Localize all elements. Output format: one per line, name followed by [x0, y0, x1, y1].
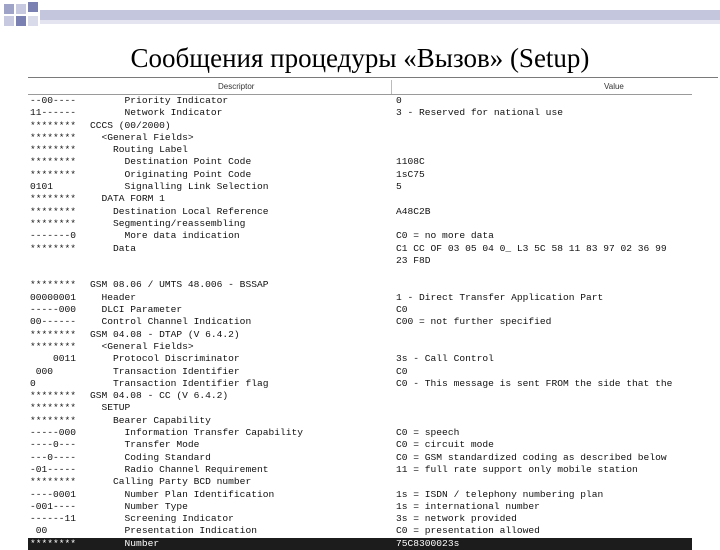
- bit-mask: ********: [30, 390, 77, 402]
- bit-mask: 0101: [30, 181, 54, 193]
- field-value: C0 = circuit mode: [396, 439, 494, 451]
- trace-row: [28, 476, 692, 488]
- field-value: 0: [396, 95, 402, 106]
- field-descriptor: Transfer Mode: [90, 439, 200, 451]
- bit-mask: ---0----: [30, 451, 77, 463]
- field-value: 1s = ISDN / telephony numbering plan: [396, 488, 604, 500]
- bit-mask: ********: [30, 193, 77, 205]
- field-descriptor: SETUP: [90, 402, 131, 414]
- field-descriptor: Network Indicator: [90, 107, 223, 119]
- field-descriptor: Calling Party BCD number: [90, 476, 252, 488]
- field-value: C00 = not further specified: [396, 316, 552, 328]
- bit-mask: 0011: [30, 353, 77, 365]
- bit-mask: -------0: [30, 230, 77, 242]
- trace-row: [28, 525, 692, 537]
- field-descriptor: GSM 04.08 - CC (V 6.4.2): [90, 390, 229, 402]
- trace-row: [28, 538, 692, 550]
- field-value: 3s = network provided: [396, 513, 517, 525]
- bit-mask: ********: [30, 217, 77, 229]
- trace-row: [28, 181, 692, 193]
- field-value: C0 - This message is sent FROM the side that the: [396, 377, 673, 389]
- bit-mask: 00000001: [30, 291, 77, 303]
- field-descriptor: Control Channel Indication: [90, 316, 252, 328]
- field-value: C0 = GSM standardized coding as described below: [396, 451, 667, 463]
- trace-row: [28, 366, 692, 378]
- trace-row: [28, 390, 692, 402]
- trace-row: [28, 206, 692, 218]
- field-descriptor: Originating Point Code: [90, 168, 252, 180]
- title-underline: [28, 77, 718, 78]
- trace-row: [28, 452, 692, 464]
- trace-row: [28, 169, 692, 181]
- bit-mask: ********: [30, 242, 77, 254]
- field-value: 3 - Reserved for national use: [396, 107, 563, 119]
- field-descriptor: Radio Channel Requirement: [90, 463, 269, 475]
- field-descriptor: DLCI Parameter: [90, 304, 183, 316]
- trace-row: [28, 193, 692, 205]
- trace-row: [28, 292, 692, 304]
- trace-row: [28, 230, 692, 242]
- protocol-trace-panel: [28, 80, 692, 549]
- trace-row: [28, 341, 692, 353]
- field-value: C0 = no more data: [396, 230, 494, 242]
- trace-row: [28, 267, 692, 279]
- bit-mask: 00------: [30, 316, 77, 328]
- bit-mask: ********: [30, 340, 77, 352]
- field-value: 1 - Direct Transfer Application Part: [396, 291, 604, 303]
- trace-row: [28, 218, 692, 230]
- field-descriptor: Transaction Identifier flag: [90, 377, 269, 389]
- field-descriptor: Number: [90, 537, 160, 549]
- trace-row: [28, 279, 692, 291]
- bit-mask: ********: [30, 414, 77, 426]
- field-value: 1s = international number: [396, 500, 540, 512]
- trace-header: [28, 80, 692, 95]
- trace-row: [28, 427, 692, 439]
- trace-row: [28, 513, 692, 525]
- bit-mask: -001----: [30, 500, 77, 512]
- field-value: 1108C: [396, 156, 425, 168]
- field-descriptor: Screening Indicator: [90, 513, 234, 525]
- bit-mask: ********: [30, 168, 77, 180]
- field-value: C0: [396, 365, 408, 377]
- bit-mask: ----0---: [30, 439, 77, 451]
- field-descriptor: Destination Point Code: [90, 156, 252, 168]
- trace-row: [28, 120, 692, 132]
- trace-row: [28, 415, 692, 427]
- field-descriptor: Coding Standard: [90, 451, 211, 463]
- field-value: C0: [396, 304, 408, 316]
- field-descriptor: Segmenting/reassembling: [90, 217, 246, 229]
- bit-mask: ********: [30, 131, 77, 143]
- bit-mask: ********: [30, 537, 77, 549]
- field-value: 1sC75: [396, 168, 425, 180]
- bit-mask: ********: [30, 328, 77, 340]
- field-descriptor: GSM 08.06 / UMTS 48.006 - BSSAP: [90, 279, 269, 291]
- field-descriptor: Routing Label: [90, 144, 188, 156]
- bit-mask: ********: [30, 476, 77, 488]
- bit-mask: 000: [30, 365, 54, 377]
- trace-row: [28, 489, 692, 501]
- column-divider: [391, 80, 392, 94]
- trace-row: [28, 464, 692, 476]
- trace-row: [28, 107, 692, 119]
- bit-mask: ********: [30, 144, 77, 156]
- field-value: 5: [396, 181, 402, 193]
- field-descriptor: GSM 04.08 - DTAP (V 6.4.2): [90, 328, 240, 340]
- trace-row: [28, 501, 692, 513]
- field-descriptor: Presentation Indication: [90, 525, 257, 537]
- trace-row: [28, 378, 692, 390]
- field-value: C1 CC OF 03 05 04 0_ L3 5C 58 11 83 97 02 36 99: [396, 242, 667, 254]
- trace-row: [28, 439, 692, 451]
- field-value: C0 = speech: [396, 427, 460, 439]
- trace-row: [28, 316, 692, 328]
- field-descriptor: Number Type: [90, 500, 188, 512]
- trace-row: [28, 329, 692, 341]
- trace-row: [28, 243, 692, 255]
- slide-title: Сообщения процедуры «Вызов» (Setup): [130, 43, 590, 73]
- bit-mask: 0: [30, 377, 36, 389]
- field-descriptor: More data indication: [90, 230, 240, 242]
- bit-mask: ********: [30, 279, 77, 291]
- bit-mask: ********: [30, 402, 77, 414]
- field-value: 3s - Call Control: [396, 353, 494, 365]
- bit-mask: ------11: [30, 513, 77, 525]
- field-value: 23 F8D: [396, 254, 431, 266]
- value-column-header: Value: [604, 82, 624, 91]
- field-descriptor: <General Fields>: [90, 131, 194, 143]
- bit-mask: -----000: [30, 304, 77, 316]
- field-descriptor: Signalling Link Selection: [90, 181, 269, 193]
- trace-row: [28, 255, 692, 267]
- bit-mask: 11------: [30, 107, 77, 119]
- trace-row: [28, 304, 692, 316]
- field-value: C0 = presentation allowed: [396, 525, 540, 537]
- trace-row: [28, 156, 692, 168]
- bit-mask: 00: [30, 525, 48, 537]
- bit-mask: -01-----: [30, 463, 77, 475]
- trace-row: [28, 132, 692, 144]
- bit-mask: ********: [30, 156, 77, 168]
- field-descriptor: Header: [90, 291, 137, 303]
- slide-corner-decoration: [0, 0, 720, 40]
- field-descriptor: DATA FORM 1: [90, 193, 165, 205]
- field-descriptor: Number Plan Identification: [90, 488, 275, 500]
- bit-mask: ********: [30, 119, 77, 131]
- trace-row: [28, 353, 692, 365]
- field-descriptor: Protocol Discriminator: [90, 353, 240, 365]
- field-value: 11 = full rate support only mobile station: [396, 463, 638, 475]
- trace-row: [28, 402, 692, 414]
- field-descriptor: Bearer Capability: [90, 414, 211, 426]
- field-value: 75C8300023s: [396, 537, 460, 549]
- trace-row: [28, 144, 692, 156]
- field-descriptor: Information Transfer Capability: [90, 427, 304, 439]
- trace-row: [28, 95, 692, 107]
- bit-mask: -----000: [30, 427, 77, 439]
- field-descriptor: Data: [90, 242, 137, 254]
- field-descriptor: <General Fields>: [90, 340, 194, 352]
- bit-mask: ********: [30, 205, 77, 217]
- trace-rows: [28, 95, 692, 550]
- field-descriptor: CCCS (00/2000): [90, 119, 171, 131]
- bit-mask: --00----: [30, 95, 77, 106]
- descriptor-column-header: Descriptor: [218, 82, 255, 91]
- bit-mask: ----0001: [30, 488, 77, 500]
- field-descriptor: Priority Indicator: [90, 95, 229, 106]
- field-descriptor: Transaction Identifier: [90, 365, 240, 377]
- field-value: A48C2B: [396, 205, 431, 217]
- field-descriptor: Destination Local Reference: [90, 205, 269, 217]
